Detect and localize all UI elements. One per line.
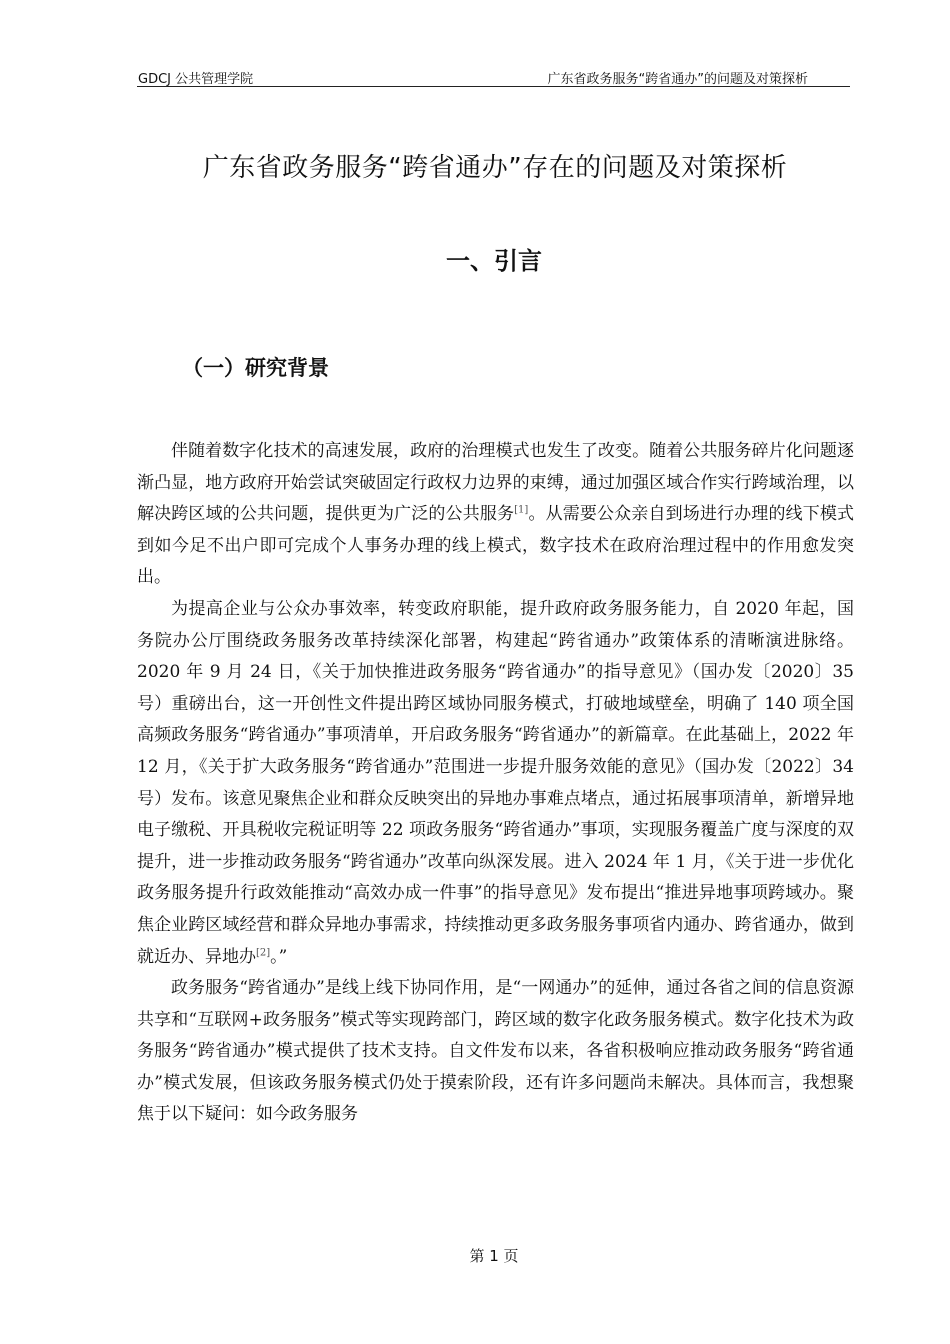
paragraph-1 (137, 436, 854, 594)
paragraph-3 (137, 973, 854, 1131)
body-text (137, 436, 854, 1131)
page-number: 第 1 页 (469, 1247, 519, 1265)
paragraph-2 (137, 594, 854, 973)
citation: [1] (514, 504, 529, 516)
paragraph-text: 。从需要公众亲自到场进行办理的线下模式到如今足不出户即可完成个人事务办理的线上模式，数字技术在政府治理过程中的作用愈发突出。 (137, 504, 855, 588)
paper-title: 广东省政务服务“跨省通办”存在的问题及对策探析 (202, 153, 788, 183)
section-heading: 一、引言 (446, 247, 542, 275)
running-header (137, 66, 850, 87)
subsection-heading: （一）研究背景 (182, 356, 329, 380)
paragraph-text: 。” (270, 946, 288, 967)
paragraph-text: 为提高企业与公众办事效率，转变政府职能，提升政府政务服务能力，自 2020 年起，国务院办公厅围绕政务服务改革持续深化部署，构建起“跨省通办”政策体系的清晰演进脉络。2020 年 9 月 24 日，《关于加快推进政务服务“跨省通办”的指导意见》（国办发〔2020〕35 号）重磅出台，这一开创性文件提出跨区域协同服务模式，打破地域壁垒，明确了 140 项全国高频政务服务“跨省通办”事项清单，开启政务服务“跨省通办”的新篇章。在此基础上，2022 年 12 月，《关于扩大政务服务“跨省通办”范围进一步提升服务效能的意见》（国办发〔2022〕34 号）发布。该意见聚焦企业和群众反映突出的异地办事难点堵点，通过拓展事项清单，新增异地电子缴税、开具税收完税证明等 22 项政务服务“跨省通办”事项，实现服务覆盖广度与深度的双提升，进一步推动政务服务“跨省通办”改革向纵深发展。进入 2024 年 1 月，《关于进一步优化政务服务提升行政效能推动“高效办成一件事”的指导意见》发布提出“推进异地事项跨域办。聚焦企业跨区域经营和群众异地办事需求，持续推动更多政务服务事项省内通办、跨省通办，做到就近办、异地办 (137, 598, 854, 967)
paragraph-text: 伴随着数字化技术的高速发展，政府的治理模式也发生了改变。随着公共服务碎片化问题逐渐凸显，地方政府开始尝试突破固定行政权力边界的束缚，通过加强区域合作实行跨域治理，以解决跨区域的公共问题，提供更为广泛的公共服务 (137, 441, 854, 525)
citation: [2] (256, 946, 271, 958)
header-paper-title: 广东省政务服务“跨省通办”的问题及对策探析 (547, 72, 808, 87)
header-school: GDCJ 公共管理学院 (138, 72, 254, 87)
paragraph-text: 政务服务“跨省通办”是线上线下协同作用，是“一网通办”的延伸，通过各省之间的信息资源共享和“互联网+政务服务”模式等实现跨部门，跨区域的数字化政务服务模式。数字化技术为政务服务“跨省通办”模式提供了技术支持。自文件发布以来，各省积极响应推动政务服务“跨省通办”模式发展，但该政务服务模式仍处于摸索阶段，还有许多问题尚未解决。具体而言，我想聚焦于以下疑问：如今政务服务 (137, 978, 854, 1125)
